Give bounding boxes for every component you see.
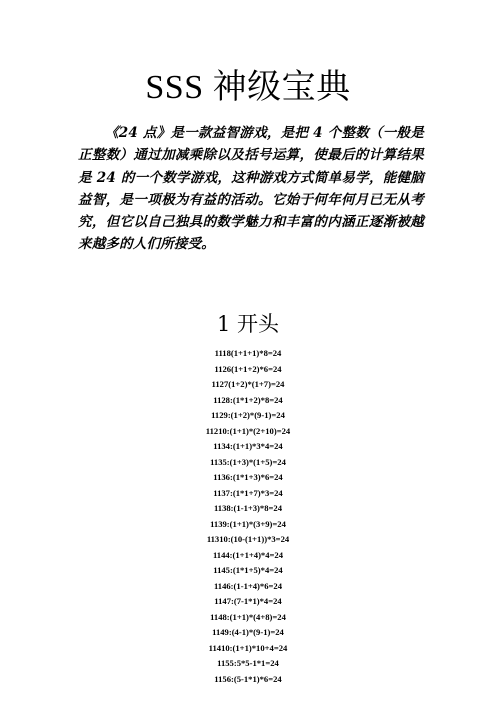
- section-heading: 1 开头: [216, 312, 280, 336]
- formula-line: 1146:(1-1+4)*6=24: [213, 580, 283, 591]
- formula-line: 1135:(1+3)*(1+5)=24: [210, 456, 286, 467]
- formula-line: 11310:(10-(1+1))*3=24: [206, 534, 290, 544]
- formula-line: 1149:(4-1)*(9-1)=24: [212, 627, 284, 637]
- formula-line: 1138:(1-1+3)*8=24: [213, 503, 283, 513]
- formula-line: 1128:(1*1+2)*8=24: [213, 394, 283, 405]
- formula-line: 1134:(1+1)*3*4=24: [213, 441, 283, 451]
- formula-line: 1129:(1+2)*(9-1)=24: [211, 410, 285, 420]
- formula-line: 1147:(7-1*1)*4=24: [214, 596, 282, 606]
- formula-list: [0, 346, 496, 687]
- formula-line: 1126(1+1+2)*6=24: [214, 363, 282, 374]
- formula-line: 1144:(1+1+4)*4=24: [212, 549, 284, 560]
- formula-line: 1156:(5-1*1)*6=24: [214, 673, 282, 684]
- formula-line: 1145:(1*1+5)*4=24: [213, 565, 283, 575]
- intro-paragraph: 《24 点》是一款益智游戏，是把 4 个整数（一般是正整数）通过加减乘除以及括号运算，使最后的计算结果是 24 的一个数学游戏，这种游戏方式简单易学，能健脑益智，是一项极为有益的活动。它始于何年何月已无从考究，但它以自己独具的数学魅力和丰富的内涵正逐渐被越来越多的人们所接受。: [78, 125, 424, 253]
- formula-line: 11210:(1+1)*(2+10)=24: [205, 425, 291, 436]
- formula-line: 11410:(1+1)*10+4=24: [208, 642, 288, 653]
- formula-line: 1137:(1*1+7)*3=24: [213, 487, 283, 498]
- formula-line: 1118(1+1+1)*8=24: [214, 348, 282, 358]
- formula-line: 1148:(1+1)*(4+8)=24: [210, 611, 286, 622]
- formula-line: 1136:(1*1+3)*6=24: [213, 472, 283, 482]
- formula-line: 1155:5*5-1*1=24: [217, 658, 279, 668]
- document-title: SSS 神级宝典: [145, 69, 351, 106]
- formula-line: 1139:(1+1)*(3+9)=24: [210, 518, 286, 529]
- formula-line: 1127(1+2)*(1+7)=24: [211, 379, 285, 389]
